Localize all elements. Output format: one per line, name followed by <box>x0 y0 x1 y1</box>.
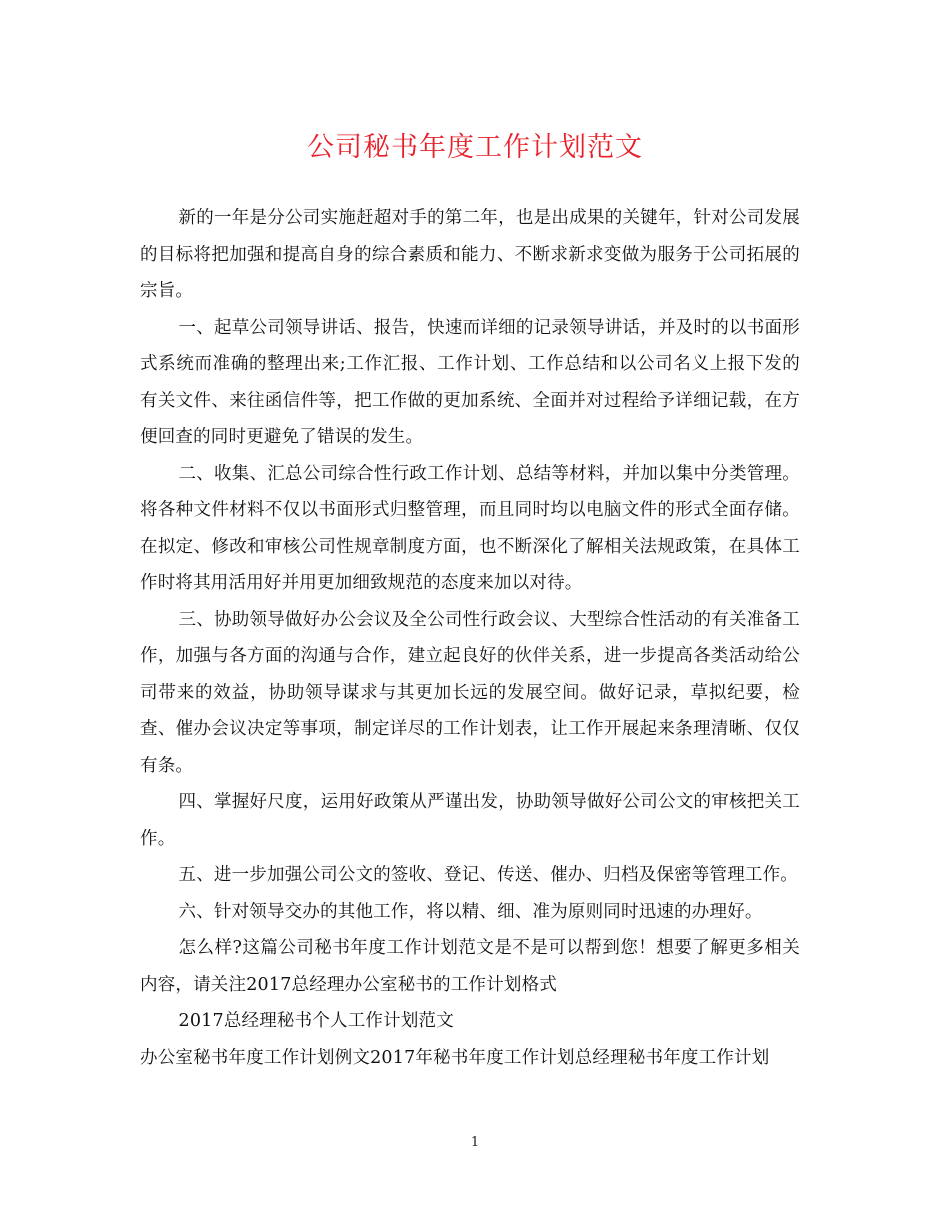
paragraph-item-3: 三、协助领导做好办公会议及全公司性行政会议、大型综合性活动的有关准备工作，加强与各方面的沟通与合作，建立起良好的伙伴关系，进一步提高各类活动给公司带来的效益，协助领导谋求与其更加长远的发展空间。做好记录，草拟纪要，检查、催办会议决定等事项，制定详尽的工作计划表，让工作开展起来条理清晰、仅仅有条。 <box>140 609 800 776</box>
paragraph-intro: 新的一年是分公司实施赶超对手的第二年，也是出成果的关键年，针对公司发展的目标将把加强和提高自身的综合素质和能力、不断求新求变做为服务于公司拓展的宗旨。 <box>140 208 800 301</box>
related-links-line: 办公室秘书年度工作计划例文2017年秘书年度工作计划总经理秘书年度工作计划 <box>140 1047 770 1068</box>
paragraph-closing: 怎么样?这篇公司秘书年度工作计划范文是不是可以帮到您！想要了解更多相关内容，请关注2017总经理办公室秘书的工作计划格式 <box>140 938 800 995</box>
paragraph-item-1: 一、起草公司领导讲话、报告，快速而详细的记录领导讲话，并及时的以书面形式系统而准确的整理出来;工作汇报、工作计划、工作总结和以公司名义上报下发的有关文件、来往函信件等，把工作做的更加系统、全面并对过程给予详细记载，在方便回查的同时更避免了错误的发生。 <box>140 317 800 447</box>
paragraph-related-title: 2017总经理秘书个人工作计划范文 <box>178 1011 454 1031</box>
paragraph-item-4: 四、掌握好尺度，运用好政策从严谨出发，协助领导做好公司公文的审核把关工作。 <box>140 792 800 849</box>
paragraph-item-2: 二、收集、汇总公司综合性行政工作计划、总结等材料，并加以集中分类管理。将各种文件材料不仅以书面形式归整管理，而且同时均以电脑文件的形式全面存储。在拟定、修改和审核公司性规章制度方面，也不断深化了解相关法规政策，在具体工作时将其用活用好并用更加细致规范的态度来加以对待。 <box>140 463 800 593</box>
document-title: 公司秘书年度工作计划范文 <box>307 132 643 163</box>
page-number: 1 <box>470 1135 480 1150</box>
paragraph-item-5: 五、进一步加强公司公文的签收、登记、传送、催办、归档及保密等管理工作。 <box>178 865 798 885</box>
paragraph-item-6: 六、针对领导交办的其他工作，将以精、细、准为原则同时迅速的办理好。 <box>178 901 763 922</box>
document-body <box>140 200 800 1076</box>
